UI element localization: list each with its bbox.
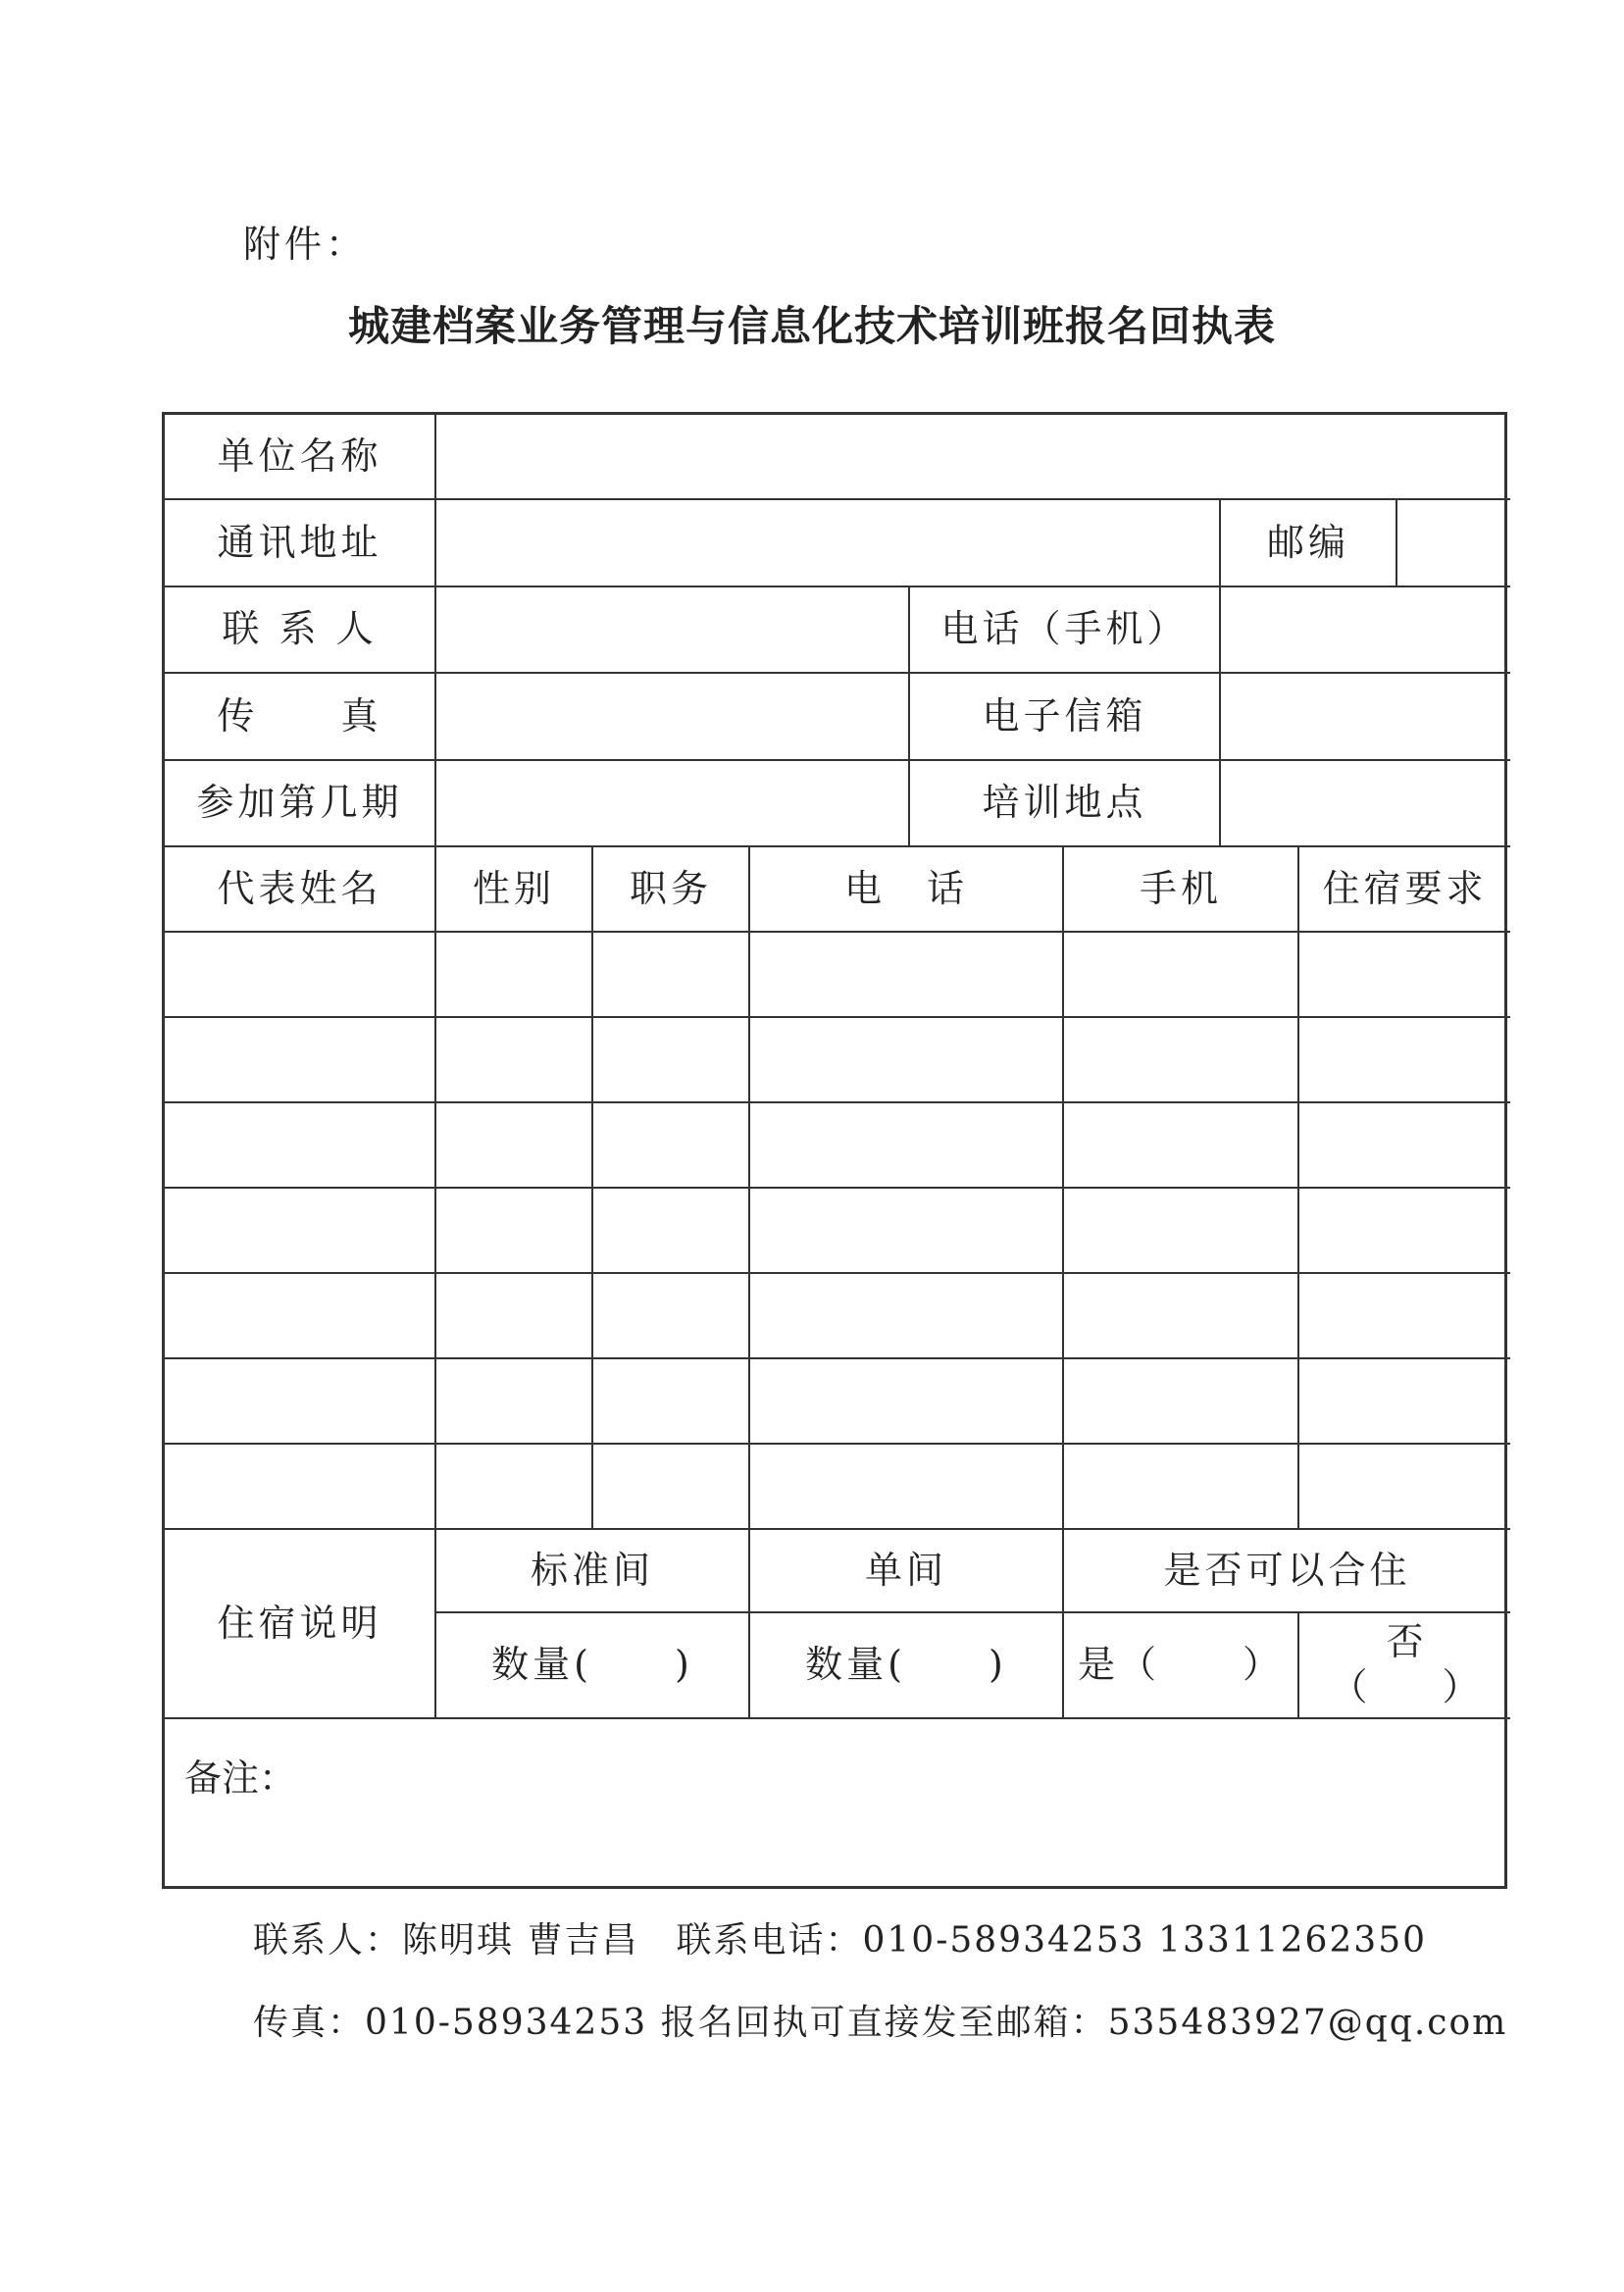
footer-contact-names: 陈明琪 曹吉昌 bbox=[402, 1920, 639, 1961]
phone-header: 电 话 bbox=[750, 847, 1064, 933]
delegate-cell[interactable] bbox=[750, 1018, 1064, 1103]
delegate-cell[interactable] bbox=[436, 1274, 593, 1359]
delegate-cell[interactable] bbox=[436, 1103, 593, 1189]
remarks-label: 备注： bbox=[184, 1757, 297, 1800]
lodging-header: 住宿要求 bbox=[1299, 847, 1510, 933]
footer-fax-label: 传真： bbox=[253, 2003, 366, 2043]
delegate-cell[interactable] bbox=[165, 1103, 436, 1189]
delegate-cell[interactable] bbox=[1299, 1189, 1510, 1274]
delegate-cell[interactable] bbox=[593, 1018, 750, 1103]
delegate-cell[interactable] bbox=[165, 1359, 436, 1445]
unit-name-label: 单位名称 bbox=[165, 415, 436, 500]
footer-email: 535483927@qq.com bbox=[1107, 2003, 1508, 2043]
single-room-header: 单间 bbox=[750, 1530, 1064, 1613]
delegate-cell[interactable] bbox=[593, 933, 750, 1018]
delegate-cell[interactable] bbox=[1299, 1103, 1510, 1189]
delegate-cell[interactable] bbox=[436, 1018, 593, 1103]
delegate-cell[interactable] bbox=[436, 1445, 593, 1530]
address-label: 通讯地址 bbox=[165, 500, 436, 587]
delegate-cell[interactable] bbox=[750, 1359, 1064, 1445]
delegate-cell[interactable] bbox=[1299, 1359, 1510, 1445]
share-no-option[interactable] bbox=[1299, 1613, 1510, 1719]
delegate-cell[interactable] bbox=[1299, 1274, 1510, 1359]
phone-mobile-field[interactable] bbox=[1221, 587, 1510, 674]
footer-email-label: 报名回执可直接发至邮箱： bbox=[660, 2003, 1108, 2043]
footer-fax-line bbox=[253, 1995, 1507, 2045]
delegate-rows bbox=[165, 933, 1510, 1530]
contact-label: 联 系 人 bbox=[165, 587, 436, 674]
delegate-cell[interactable] bbox=[165, 933, 436, 1018]
delegate-name-header: 代表姓名 bbox=[165, 847, 436, 933]
delegate-cell[interactable] bbox=[1064, 1103, 1299, 1189]
delegate-cell[interactable] bbox=[165, 1189, 436, 1274]
fax-label: 传 真 bbox=[165, 674, 436, 761]
gender-header: 性别 bbox=[436, 847, 593, 933]
attachment-label: 附件： bbox=[243, 223, 368, 266]
footer-contact-line bbox=[253, 1912, 1427, 1962]
delegate-cell[interactable] bbox=[593, 1359, 750, 1445]
delegate-cell[interactable] bbox=[165, 1445, 436, 1530]
delegate-cell[interactable] bbox=[1064, 1274, 1299, 1359]
delegate-cell[interactable] bbox=[750, 1189, 1064, 1274]
standard-room-header: 标准间 bbox=[436, 1530, 750, 1613]
delegate-cell[interactable] bbox=[1064, 933, 1299, 1018]
share-no-label: 否 bbox=[1386, 1620, 1424, 1664]
delegate-cell[interactable] bbox=[750, 933, 1064, 1018]
delegate-cell[interactable] bbox=[1299, 1018, 1510, 1103]
registration-form-table bbox=[162, 412, 1507, 1889]
delegate-cell[interactable] bbox=[593, 1103, 750, 1189]
address-field[interactable] bbox=[436, 500, 1221, 587]
phone-mobile-label: 电话（手机） bbox=[910, 587, 1221, 674]
contact-field[interactable] bbox=[436, 587, 910, 674]
fax-field[interactable] bbox=[436, 674, 910, 761]
delegate-cell[interactable] bbox=[750, 1274, 1064, 1359]
position-header: 职务 bbox=[593, 847, 750, 933]
share-no-parens: （ ） bbox=[1330, 1665, 1480, 1708]
location-label: 培训地点 bbox=[910, 761, 1221, 847]
delegate-cell[interactable] bbox=[1064, 1359, 1299, 1445]
location-field[interactable] bbox=[1221, 761, 1510, 847]
mobile-header: 手机 bbox=[1064, 847, 1299, 933]
delegate-cell[interactable] bbox=[1064, 1018, 1299, 1103]
session-label: 参加第几期 bbox=[165, 761, 436, 847]
share-yes-option[interactable]: 是（ ） bbox=[1064, 1613, 1299, 1719]
delegate-cell[interactable] bbox=[165, 1018, 436, 1103]
email-label: 电子信箱 bbox=[910, 674, 1221, 761]
footer-contact-label: 联系人： bbox=[253, 1920, 403, 1961]
delegate-cell[interactable] bbox=[436, 1359, 593, 1445]
remarks-field[interactable] bbox=[165, 1719, 1510, 1892]
postcode-field[interactable] bbox=[1397, 500, 1510, 587]
delegate-cell[interactable] bbox=[165, 1274, 436, 1359]
delegate-cell[interactable] bbox=[1299, 933, 1510, 1018]
delegate-cell[interactable] bbox=[436, 933, 593, 1018]
lodging-label: 住宿说明 bbox=[165, 1530, 436, 1719]
session-field[interactable] bbox=[436, 761, 910, 847]
footer-phone-numbers: 010-58934253 13311262350 bbox=[862, 1920, 1428, 1961]
form-title: 城建档案业务管理与信息化技术培训班报名回执表 bbox=[347, 302, 1276, 350]
delegate-cell[interactable] bbox=[436, 1189, 593, 1274]
delegate-cell[interactable] bbox=[1064, 1445, 1299, 1530]
delegate-cell[interactable] bbox=[593, 1445, 750, 1530]
delegate-cell[interactable] bbox=[1299, 1445, 1510, 1530]
email-field[interactable] bbox=[1221, 674, 1510, 761]
delegate-cell[interactable] bbox=[593, 1274, 750, 1359]
footer-phone-label: 联系电话： bbox=[676, 1920, 863, 1961]
unit-name-field[interactable] bbox=[436, 415, 1510, 500]
share-room-header: 是否可以合住 bbox=[1064, 1530, 1510, 1613]
delegate-cell[interactable] bbox=[750, 1445, 1064, 1530]
postcode-label: 邮编 bbox=[1221, 500, 1397, 587]
footer-fax-number: 010-58934253 bbox=[365, 2003, 648, 2043]
delegate-cell[interactable] bbox=[593, 1189, 750, 1274]
delegate-cell[interactable] bbox=[1064, 1189, 1299, 1274]
delegate-cell[interactable] bbox=[750, 1103, 1064, 1189]
standard-room-quantity[interactable]: 数量( ) bbox=[436, 1613, 750, 1719]
single-room-quantity[interactable]: 数量( ) bbox=[750, 1613, 1064, 1719]
